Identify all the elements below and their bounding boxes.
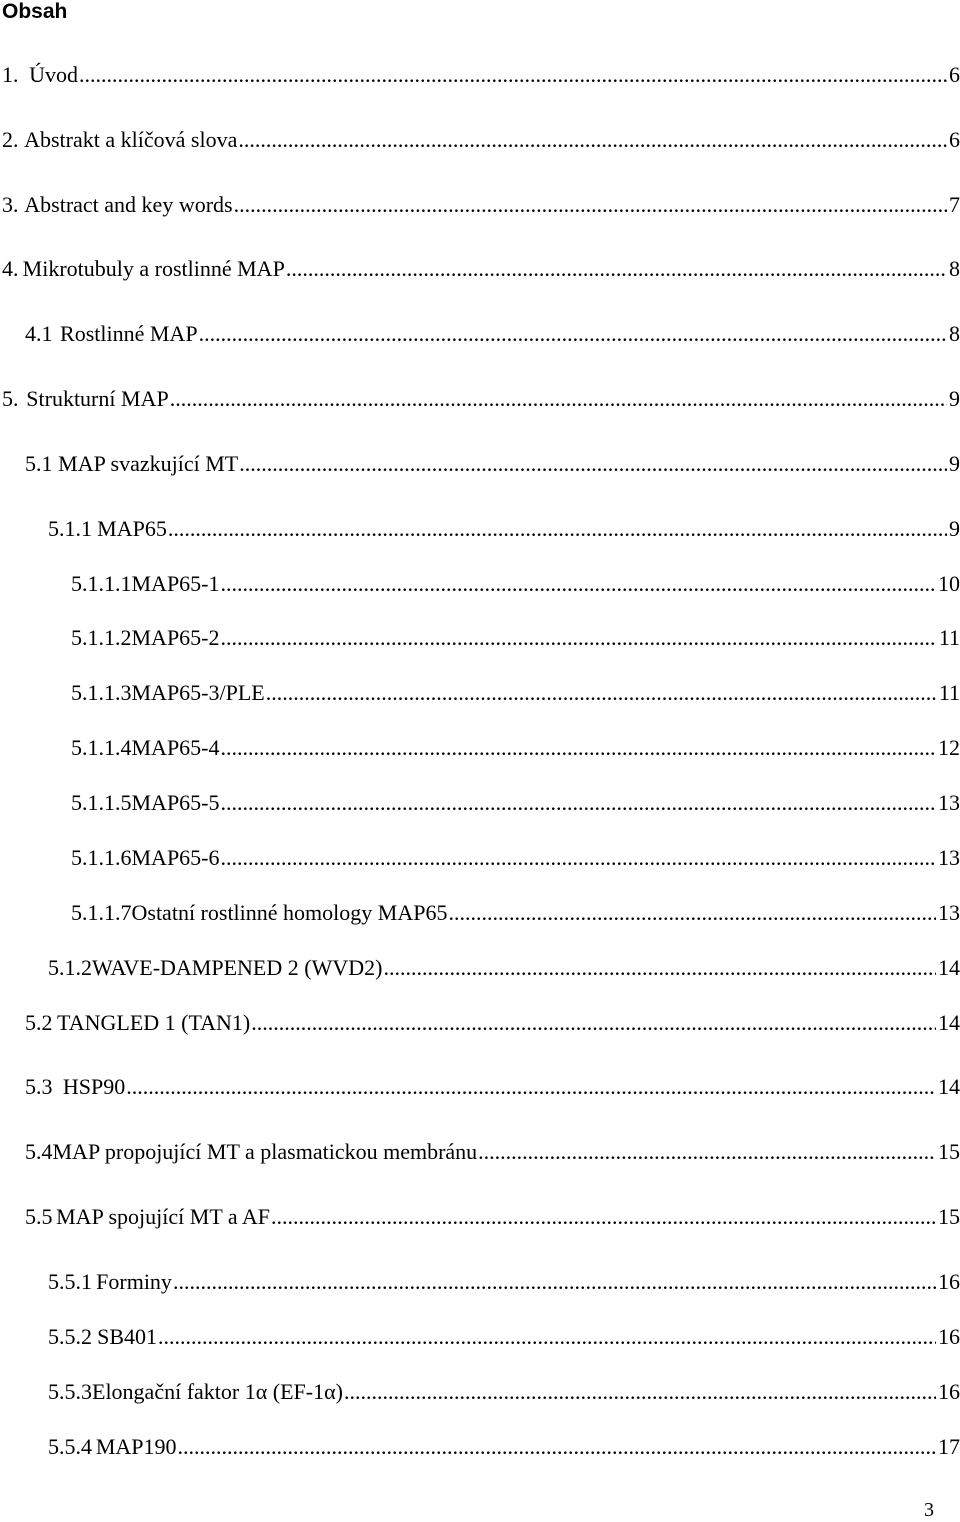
toc-entry-page: 13 — [938, 790, 960, 815]
toc-entry[interactable] — [0, 386, 960, 412]
toc-leader-dots — [266, 680, 937, 706]
toc-entry-number: 5.1.2 — [48, 955, 92, 980]
toc-entry-page: 13 — [938, 845, 960, 870]
toc-leader-dots — [221, 735, 936, 761]
toc-leader-dots — [239, 451, 947, 477]
toc-entry-title: Abstract and key words — [24, 192, 233, 217]
toc-entry-page: 15 — [938, 1139, 960, 1164]
toc-entry-number: 4.1 — [25, 321, 53, 346]
toc-entry-title: HSP90 — [62, 1074, 126, 1099]
toc-leader-dots — [126, 1074, 936, 1100]
toc-leader-dots — [178, 1434, 936, 1460]
toc-entry-title: Ostatní rostlinné homology MAP65 — [131, 900, 448, 925]
toc-entry-number: 5.5.2 — [48, 1324, 92, 1349]
toc-entry[interactable] — [0, 955, 960, 981]
toc-entry-number: 5.3 — [25, 1074, 53, 1099]
toc-entry[interactable] — [0, 321, 960, 347]
toc-leader-dots — [221, 790, 936, 816]
toc-leader-dots — [199, 321, 947, 347]
page-title: Obsah — [2, 0, 68, 23]
toc-leader-dots — [286, 256, 947, 282]
page-number: 3 — [924, 1499, 934, 1521]
toc-entry[interactable] — [0, 1139, 960, 1165]
toc-leader-dots — [221, 845, 936, 871]
toc-entry-page: 17 — [938, 1434, 960, 1459]
toc-entry-title: MAP65-2 — [131, 625, 220, 650]
toc-entry-page: 9 — [949, 516, 960, 541]
toc-entry-number: 5.1 — [25, 451, 53, 476]
toc-entry[interactable] — [0, 256, 960, 282]
toc-entry[interactable] — [0, 735, 960, 761]
toc-entry-number: 5.1.1.1 — [71, 571, 132, 596]
toc-entry[interactable] — [0, 1204, 960, 1230]
toc-entry-number: 5.5.3 — [48, 1379, 92, 1404]
toc-entry-title: MAP65-5 — [131, 790, 220, 815]
toc-entry-page: 14 — [938, 1010, 960, 1035]
toc-leader-dots — [173, 1269, 936, 1295]
toc-entry[interactable] — [0, 571, 960, 597]
toc-entry-number: 5.1.1.2 — [71, 625, 132, 650]
toc-entry-page: 10 — [938, 571, 960, 596]
toc-entry[interactable] — [0, 192, 960, 218]
toc-entry-title: MAP65-3/PLE — [131, 680, 265, 705]
toc-entry-number: 5.1.1.5 — [71, 790, 132, 815]
toc-entry-title: Strukturní MAP — [26, 386, 169, 411]
toc-leader-dots — [168, 516, 947, 542]
toc-entry-page: 8 — [949, 256, 960, 281]
toc-entry[interactable] — [0, 1010, 960, 1036]
toc-entry-title: MAP65 — [97, 516, 167, 541]
toc-leader-dots — [221, 571, 936, 597]
toc-entry-title: Mikrotubuly a rostlinné MAP — [22, 256, 285, 281]
toc-leader-dots — [344, 1379, 936, 1405]
toc-entry[interactable] — [0, 680, 960, 706]
toc-entry-page: 12 — [938, 735, 960, 760]
toc-leader-dots — [238, 127, 947, 153]
toc-leader-dots — [79, 62, 947, 88]
toc-entry-title: Rostlinné MAP — [60, 321, 198, 346]
toc-entry-page: 8 — [949, 321, 960, 346]
toc-leader-dots — [383, 955, 936, 981]
toc-entry-page: 6 — [949, 62, 960, 87]
toc-leader-dots — [448, 900, 936, 926]
toc-entry[interactable] — [0, 900, 960, 926]
toc-entry[interactable] — [0, 1269, 960, 1295]
toc-entry-number: 5.5.4 — [48, 1434, 92, 1459]
toc-entry-number: 5.2 — [25, 1010, 53, 1035]
toc-entry-page: 14 — [938, 1074, 960, 1099]
toc-leader-dots — [478, 1139, 936, 1165]
toc-entry-title: WAVE-DAMPENED 2 (WVD2) — [92, 955, 383, 980]
toc-entry-number: 5. — [2, 386, 19, 411]
toc-entry[interactable] — [0, 790, 960, 816]
toc-entry[interactable] — [0, 62, 960, 88]
toc-entry-page: 11 — [938, 625, 960, 650]
toc-entry-title: Úvod — [29, 62, 78, 87]
toc-leader-dots — [170, 386, 947, 412]
toc-entry-page: 9 — [949, 451, 960, 476]
toc-entry-title: MAP65-1 — [131, 571, 220, 596]
toc-entry-title: MAP svazkující MT — [58, 451, 239, 476]
toc-entry[interactable] — [0, 451, 960, 477]
toc-entry-title: MAP propojující MT a plasmatickou membránu — [52, 1139, 478, 1164]
toc-entry-number: 5.1.1 — [48, 516, 92, 541]
toc-entry-number: 5.4 — [25, 1139, 53, 1164]
toc-entry-title: Forminy — [96, 1269, 172, 1294]
toc-entry-title: TANGLED 1 (TAN1) — [57, 1010, 251, 1035]
toc-entry-page: 14 — [938, 955, 960, 980]
toc-entry[interactable] — [0, 1324, 960, 1350]
toc-leader-dots — [234, 192, 947, 218]
toc-entry[interactable] — [0, 516, 960, 542]
toc-entry-number: 4. — [2, 256, 19, 281]
toc-entry-number: 5.1.1.3 — [71, 680, 132, 705]
toc-leader-dots — [251, 1010, 936, 1036]
toc-entry-page: 15 — [938, 1204, 960, 1229]
toc-entry-page: 7 — [949, 192, 960, 217]
toc-entry-title: MAP190 — [95, 1434, 177, 1459]
toc-entry-title: MAP spojující MT a AF — [56, 1204, 271, 1229]
toc-entry-number: 3. — [2, 192, 19, 217]
toc-entry-title: MAP65-6 — [131, 845, 220, 870]
toc-entry-number: 5.1.1.6 — [71, 845, 132, 870]
toc-leader-dots — [271, 1204, 936, 1230]
toc-leader-dots — [221, 625, 937, 651]
toc-entry-title: MAP65-4 — [131, 735, 220, 760]
toc-entry-title: Abstrakt a klíčová slova — [24, 127, 238, 152]
toc-entry-page: 6 — [949, 127, 960, 152]
toc-entry-number: 5.1.1.7 — [71, 900, 132, 925]
toc-entry-title: Elongační faktor 1α (EF-1α) — [92, 1379, 343, 1404]
toc-entry-number: 5.5.1 — [48, 1269, 92, 1294]
toc-entry-page: 13 — [938, 900, 960, 925]
toc-entry[interactable] — [0, 127, 960, 153]
toc-entry-number: 2. — [2, 127, 19, 152]
toc-entry[interactable] — [0, 625, 960, 651]
toc-entry-page: 9 — [949, 386, 960, 411]
toc-leader-dots — [158, 1324, 936, 1350]
toc-entry-number: 5.1.1.4 — [71, 735, 132, 760]
toc-entry[interactable] — [0, 1074, 960, 1100]
toc-entry-title: SB401 — [97, 1324, 158, 1349]
toc-entry-number: 1. — [2, 62, 19, 87]
toc-entry-page: 16 — [938, 1269, 960, 1294]
toc-entry[interactable] — [0, 845, 960, 871]
toc-entry[interactable] — [0, 1434, 960, 1460]
toc-entry-page: 11 — [938, 680, 960, 705]
toc-entry-page: 16 — [938, 1324, 960, 1349]
toc-entry[interactable] — [0, 1379, 960, 1405]
toc-entry-number: 5.5 — [25, 1204, 53, 1229]
toc-entry-page: 16 — [938, 1379, 960, 1404]
